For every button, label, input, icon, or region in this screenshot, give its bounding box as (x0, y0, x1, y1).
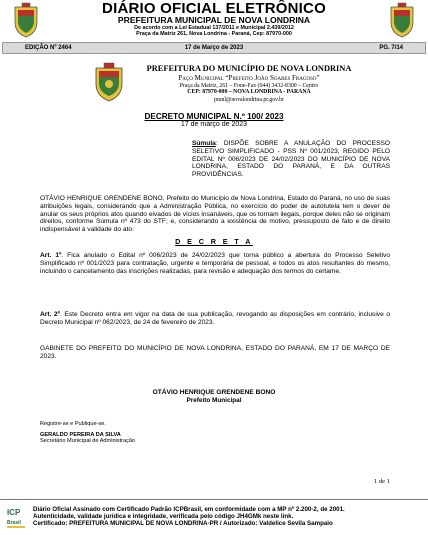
decree-sumula (192, 140, 390, 179)
edition-bar (2, 42, 426, 54)
article-1-text: . Fica anulado o Edital nº 006/2023 de 24/02/2023 que torna público a abertura do Processo Seletivo Simplificado nº 001/2023 para contratação, urgente e temporária de pessoal, e todos os atos resultantes do mesmo, incluindo o cancelamento das inscrições realizadas, para revisão e adequação dos termos do certame. (40, 252, 390, 275)
signer-name: OTÁVIO HENRIQUE GRENDENE BONO (152, 389, 276, 396)
edition-page: PG. 7/14 (379, 45, 403, 51)
signer-role: Prefeito Municipal (186, 397, 242, 404)
svg-text:ICP: ICP (7, 508, 21, 517)
letterhead-paco: Paço Municipal “Prefeito João Soares Fragoso” (178, 74, 320, 82)
article-1 (40, 252, 390, 275)
svg-text:Brasil: Brasil (7, 520, 21, 526)
decreta-heading: D E C R E T A (175, 237, 253, 246)
sumula-text: : DISPÕE SOBRE A ANULAÇÃO DO PROCESSO SELETIVO SIMPLIFICADO - PSS Nº 001/2023, REGIDO PELO EDITAL Nº 006/2023 DE 24/02/2023 DO MUNICÍPIO DE NOVA LONDRINA, ESTADO DO PARANÁ, E DA OUTRAS PROVIDÊNCIAS. (192, 140, 390, 179)
decree-intro: OTÁVIO HENRIQUE GRENDENE BONO, Prefeito do Município de Nova Londrina, Estado do Paraná, no uso de suas atribuições legais, considerando que a Administração Pública, no exercício do poder de autotutela tem o dever de anular os seus próprios atos quando eivados de vícios insanáveis, que os tornam ilegais, porque deles não se originam direitos, conforme Súmula nº 473 do STF; e, considerando a existência de motivo, pressuposto de fato e de direito indispensável à validade do ato: (40, 195, 390, 234)
coat-of-arms-icon (92, 62, 126, 102)
masthead-law: De acordo com a Lei Estadual 137/2011 e Municipal 2.439/2012 (134, 25, 294, 31)
masthead-subtitle: PREFEITURA MUNICIPAL DE NOVA LONDRINA (117, 15, 311, 25)
letterhead-email[interactable]: pmnl@novalondrina.pr.gov.br (214, 97, 284, 103)
letterhead-address: Praça da Matriz, 261 – Fone-Fax (044) 3432-8300 – Centro (179, 83, 319, 89)
decree-title: DECRETO MUNICIPAL N.º 100/ 2023 (144, 112, 284, 121)
decree-date: 17 de março de 2023 (180, 121, 248, 128)
footer-signature-note: Diário Oficial Assinado com Certificado Padrão ICPBrasil, em conformidade com a MP nº 2.200-2, de 2001. (33, 506, 345, 513)
footer-authenticity-link[interactable]: Autenticidade, validade jurídica e integridade, verificada pelo código JH4GMk neste link. (33, 513, 294, 520)
article-1-label: Art. 1º (40, 252, 62, 259)
article-2-text: . Este Decreto entra em vigor na data de sua publicação, revogando as disposições em contrário, inclusive o Decreto Municipal nº 062/2023, de 24 de fevereiro de 2023. (40, 311, 390, 326)
masthead (0, 0, 428, 42)
page-number: 1 de 1 (373, 478, 390, 485)
article-2-label: Art. 2º (40, 311, 61, 318)
secretary-name: GERALDO PEREIRA DA SILVA (40, 432, 121, 438)
edition-date: 17 de Março de 2023 (184, 45, 244, 51)
sumula-label: Súmula (192, 140, 216, 147)
gabinete-statement: GABINETE DO PREFEITO DO MUNICÍPIO DE NOVA LONDRINA, ESTADO DO PARANÁ, EM 17 DE MARÇO DE 2023. (40, 345, 390, 360)
letterhead-name: PREFEITURA DO MUNICÍPIO DE NOVA LONDRINA (146, 64, 352, 73)
secretary-role: Secretário Municipal de Administração (40, 438, 136, 444)
article-2 (40, 311, 390, 327)
masthead-title: DIÁRIO OFICIAL ELETRÔNICO (102, 0, 326, 17)
icp-brasil-logo-icon (6, 505, 26, 531)
masthead-address: Praça da Matriz 261, Nova Londrina - Paraná, Cep: 87970-000 (136, 31, 292, 37)
edition-number: EDIÇÃO Nº 2464 (25, 45, 72, 51)
register-note: Registre-se e Publique-se. (40, 421, 106, 427)
letterhead-cep: CEP: 87970-000 – NOVA LONDRINA - PARANÁ (187, 89, 311, 95)
footer-certificate: Certificado: PREFEITURA MUNICIPAL DE NOVA LONDRINA-PR / Autorizado: Valdelice Sevila Sampaio (33, 520, 333, 527)
municipal-crest-icon (388, 2, 416, 38)
